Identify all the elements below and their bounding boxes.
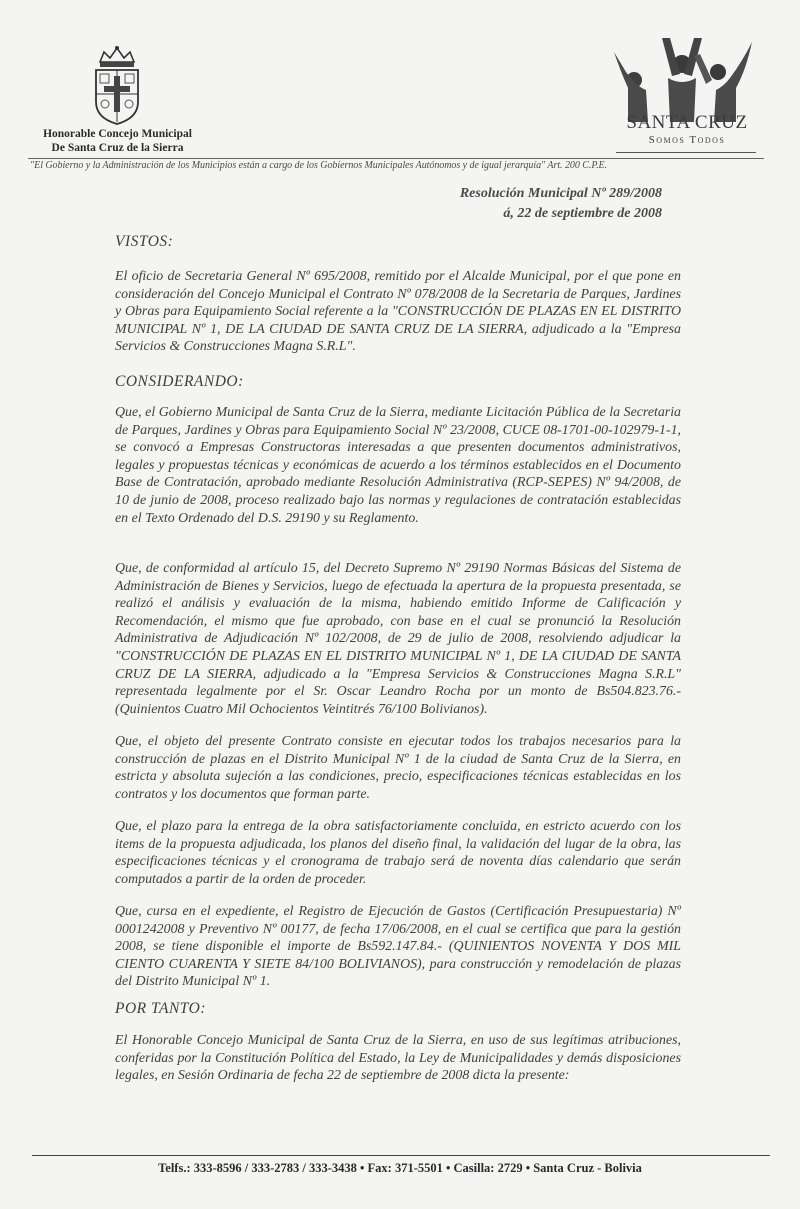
council-name — [30, 127, 205, 155]
por-tanto-paragraph: El Honorable Concejo Municipal de Santa Cruz de la Sierra, en uso de sus legítimas atribuciones, conferidas por la Constitución Política del Estado, la Ley de Municipalidades y demás disposiciones legales, en Sesión Ordinaria de fecha 22 de septiembre de 2008 dicta la presente: — [115, 1033, 681, 1084]
section-heading-por-tanto: POR TANTO: — [115, 1000, 206, 1017]
coat-of-arms-icon — [86, 44, 148, 126]
constitution-quote: "El Gobierno y la Administración de los Municipios están a cargo de los Gobiernos Municipales Autónomos y de igual jerarquía" Art. 200 C.P.E. — [30, 160, 608, 171]
considerando-paragraph-5: Que, cursa en el expediente, el Registro de Ejecución de Gastos (Certificación Presupuestaria) Nº 0001242008 y Preventivo Nº 00177, de fecha 17/06/2008, en el cual se certifica que para la gestión 2008, se tiene disponible el importe de Bs592.147.84.- (QUINIENTOS NOVENTA Y DOS MIL CIENTO CUARENTA Y SIETE 84/100 BOLIVIANOS), para construcción y remodelación de plazas del Distrito Municipal Nº 1. — [115, 904, 681, 990]
considerando-paragraph-4: Que, el plazo para la entrega de la obra satisfactoriamente concluida, en estricto acuerdo con los items de la propuesta adjudicada, los planos del diseño final, la validación del lugar de la obra, las especificaciones técnicas y el cronograma de trabajo será de noventa días calendario que serán computados a partir de la orden de proceder. — [115, 819, 681, 887]
logo-underline — [616, 152, 756, 153]
resolution-title: Resolución Municipal Nº 289/2008 — [459, 186, 662, 201]
council-name-line2: De Santa Cruz de la Sierra — [51, 142, 184, 154]
footer-contact: Telfs.: 333-8596 / 333-2783 / 333-3438 • Fax: 371-5501 • Casilla: 2729 • Santa Cruz - Bolivia — [158, 1161, 642, 1175]
council-name-line1: Honorable Concejo Municipal — [43, 128, 192, 140]
section-heading-vistos: VISTOS: — [115, 233, 174, 250]
considerando-paragraph-1: Que, el Gobierno Municipal de Santa Cruz de la Sierra, mediante Licitación Pública de la Secretaria de Parques, Jardines y Obras para Equipamiento Social Nº 23/2008, CUCE 08-1701-00-102979-1-1, se convocó a Empresas Constructoras interesadas a que presenten documentos administrativos, legales y propuestas técnicas y económicas de acuerdo a los términos establecidos en el Documento Base de Contratación, aprobado mediante Resolución Administrativa (RCP-SEPES) Nº 94/2008, de 10 de junio de 2008, proceso realizado bajo las normas y regulaciones de contratación establecidas en el Texto Ordenado del D.S. 29190 y su Reglamento. — [115, 405, 681, 526]
considerando-paragraph-2: Que, de conformidad al artículo 15, del Decreto Supremo Nº 29190 Normas Básicas del Sistema de Administración de Bienes y Servicios, luego de efectuada la apertura de la propuesta presentada, se realizó el análisis y evaluación de la misma, habiendo emitido Informe de Calificación y Recomendación, el mismo que fue aprobado, con base en el cual se pronunció la Resolución Administrativa de Adjudicación Nº 102/2008, de 29 de julio de 2008, resolviendo adjudicar la "CONSTRUCCIÓN DE PLAZAS EN EL DISTRITO MUNICIPAL Nº 1, DE LA CIUDAD DE SANTA CRUZ DE LA SIERRA, adjudicado a la "Empresa Servicios & Construcciones Magna S.R.L" representada legalmente por el Sr. Oscar Leandro Rocha por un monto de Bs504.823.76.- (Quinientos Cuatro Mil Ochocientos Veintitrés 76/100 Bolivianos). — [115, 561, 681, 717]
considerando-paragraph-3: Que, el objeto del presente Contrato consiste en ejecutar todos los trabajos necesarios para la construcción de plazas en el Distrito Municipal Nº 1 de la ciudad de Santa Cruz de la Sierra, en estricta y absoluta sujeción a las condiciones, precio, especificaciones técnicas establecidas en los contratos y los documentos que forman parte. — [115, 734, 681, 802]
footer-divider — [32, 1155, 770, 1156]
vistos-paragraph: El oficio de Secretaria General Nº 695/2008, remitido por el Alcalde Municipal, por el que pone en consideración del Concejo Municipal el Contrato Nº 078/2008 de la Secretaria de Parques, Jardines y Obras para Equipamiento Social referente a la "CONSTRUCCIÓN DE PLAZAS EN EL DISTRITO MUNICIPAL Nº 1, DE LA CIUDAD DE SANTA CRUZ DE LA SIERRA, adjudicado a la "Empresa Servicios & Construcciones Magna S.R.L". — [115, 269, 681, 355]
santa-cruz-logo-icon — [606, 36, 756, 122]
logo-tagline: Somos Todos — [648, 134, 726, 146]
resolution-date: á, 22 de septiembre de 2008 — [503, 206, 662, 221]
header-divider — [28, 158, 764, 159]
logo-name: SANTA CRUZ — [626, 112, 748, 133]
section-heading-considerando: CONSIDERANDO: — [115, 373, 244, 390]
